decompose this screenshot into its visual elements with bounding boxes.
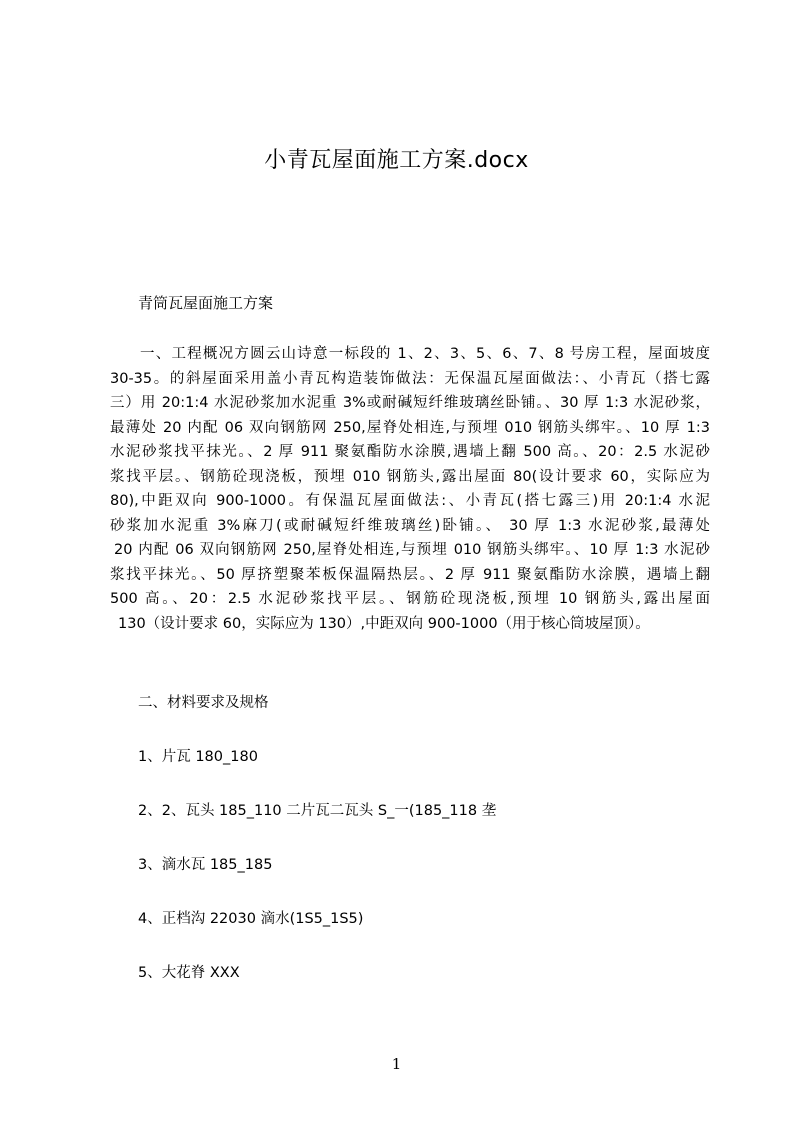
list-item: 2、2、瓦头 185_110 二片瓦二瓦头 S_一(185_118 垄: [138, 803, 497, 819]
list-item: 5、大花脊 XXX: [138, 965, 240, 981]
list-item: 3、滴水瓦 185_185: [138, 857, 273, 873]
paragraph-line: 130（设计要求 60，实际应为 130）,中距双向 900-1000（用于核心筒坡屋顶）。: [118, 615, 650, 632]
document-title: 小青瓦屋面施工方案.docx: [264, 148, 529, 173]
paragraph-line: 浆找平层。、钢筋砼现浇板，预埋 010 钢筋头,露出屋面 80(设计要求 60，实际应为: [110, 468, 710, 485]
paragraph-line: 浆找平抹光。、50 厚挤塑聚苯板保温隔热层。、2 厚 911 聚氨酯防水涂膜，遇墙上翻: [110, 566, 710, 583]
paragraph-line: 三）用 20:1:4 水泥砂浆加水泥重 3%或耐碱短纤维玻璃丝卧铺。、30 厚 1:3 水泥砂浆，: [110, 395, 710, 411]
section-1-paragraph: [110, 342, 710, 636]
list-item: 1、片瓦 180_180: [138, 749, 258, 765]
list-item: 4、正档沟 22030 滴水(1S5_1S5): [138, 911, 364, 927]
paragraph-line: 500 高。、20：2.5 水泥砂浆找平层。、钢筋砼现浇板,预埋 10 钢筋头,露出屋面: [110, 591, 710, 607]
paragraph-line: 20 内配 06 双向钢筋网 250,屋脊处相连,与预埋 010 钢筋头绑牢。、10 厚 1:3 水泥砂: [114, 542, 710, 558]
paragraph-line: 80),中距双向 900-1000。有保温瓦屋面做法:、小青瓦(搭七露三)用 20:1:4 水泥: [110, 493, 710, 509]
paragraph-line: 砂浆加水泥重 3%麻刀(或耐碱短纤维玻璃丝)卧铺。、 30 厚 1:3 水泥砂浆,最薄处: [110, 517, 710, 534]
section-2-heading: 二、材料要求及规格: [138, 695, 269, 711]
page-number: 1: [391, 1055, 402, 1073]
paragraph-line: 一、工程概况方圆云山诗意一标段的 1、2、3、5、6、7、8 号房工程，屋面坡度: [140, 346, 710, 362]
paragraph-line: 水泥砂浆找平抹光。、2 厚 911 聚氨酯防水涂膜,遇墙上翻 500 高。、20：2.5 水泥砂: [110, 444, 710, 460]
paragraph-line: 30-35。的斜屋面采用盖小青瓦构造装饰做法：无保温瓦屋面做法：、小青瓦（搭七露: [110, 370, 710, 387]
document-subtitle: 青筒瓦屋面施工方案: [138, 294, 274, 312]
paragraph-line: 最薄处 20 内配 06 双向钢筋网 250,屋脊处相连,与预埋 010 钢筋头绑牢。、10 厚 1:3: [110, 419, 710, 436]
